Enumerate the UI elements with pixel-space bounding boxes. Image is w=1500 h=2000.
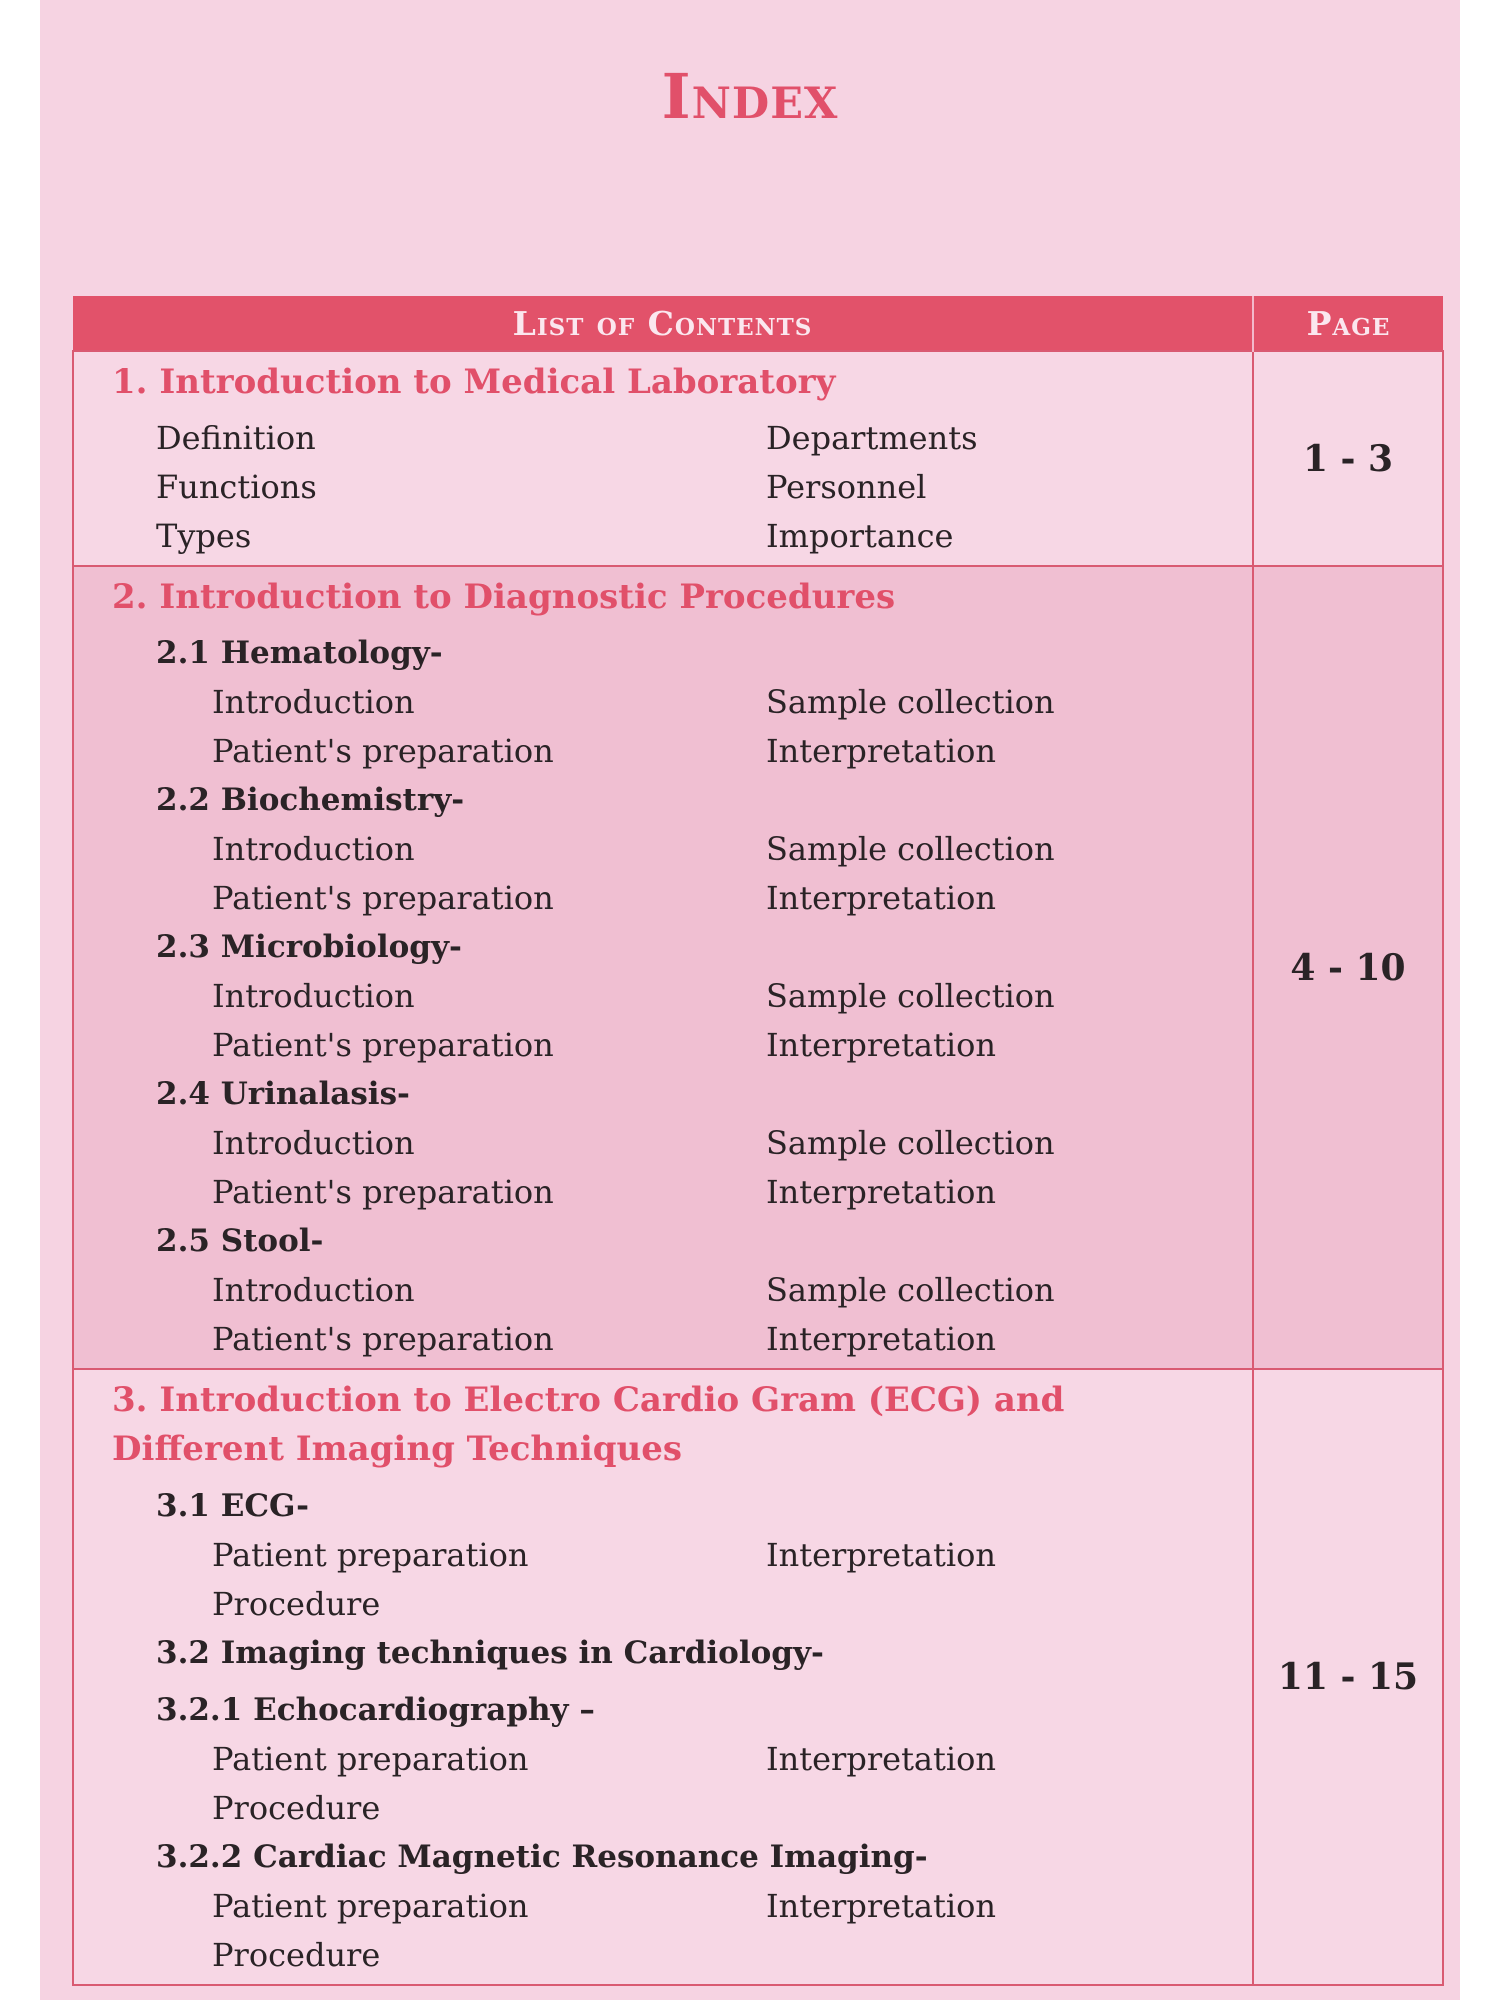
list-item: Types Importance: [156, 517, 954, 555]
list-item: Functions Personnel: [156, 468, 927, 506]
contents-table: [72, 296, 1444, 1986]
list-item: Definition Departments: [156, 419, 978, 457]
list-item: Patient's preparation Interpretation: [212, 879, 996, 917]
section-1-pages: 1 - 3: [1253, 351, 1443, 566]
list-item: Introduction Sample collection: [212, 1271, 1055, 1309]
list-item: Patient's preparation Interpretation: [212, 1173, 996, 1211]
page-title: Index: [661, 60, 839, 133]
subsection-title: 3.1 ECG-: [156, 1488, 309, 1524]
list-item: Procedure: [212, 1936, 381, 1974]
subsection-title: 3.2.2 Cardiac Magnetic Resonance Imaging-: [156, 1839, 928, 1875]
list-item: Introduction Sample collection: [212, 683, 1055, 721]
list-item: Patient's preparation Interpretation: [212, 1026, 996, 1064]
section-2-content: [73, 566, 1253, 1369]
list-item: Procedure: [212, 1789, 381, 1827]
list-item: Patient preparation Interpretation: [212, 1887, 996, 1925]
header-contents: List of Contents: [73, 296, 1253, 351]
book-page: [40, 0, 1460, 2000]
subsection-title: 2.4 Urinalasis-: [156, 1076, 410, 1112]
subsection-title: 2.5 Stool-: [156, 1223, 324, 1259]
table-header-row: [73, 296, 1443, 351]
section-title: 1. Introduction to Medical Laboratory: [112, 362, 836, 402]
subsection-title: 3.2 Imaging techniques in Cardiology-: [156, 1635, 824, 1671]
section-3-content: [73, 1369, 1253, 1985]
header-page: Page: [1253, 296, 1443, 351]
section-2-pages: 4 - 10: [1253, 566, 1443, 1369]
section-3-pages: 11 - 15: [1253, 1369, 1443, 1985]
list-item: Introduction Sample collection: [212, 830, 1055, 868]
subsection-title: 2.3 Microbiology-: [156, 929, 462, 965]
list-item: Patient's preparation Interpretation: [212, 732, 996, 770]
list-item: Patient's preparation Interpretation: [212, 1320, 996, 1358]
section-3-row: [73, 1369, 1443, 1985]
list-item: Introduction Sample collection: [212, 1124, 1055, 1162]
section-2-row: [73, 566, 1443, 1369]
section-1-content: [73, 351, 1253, 566]
section-title: 3. Introduction to Electro Cardio Gram (ECG) and Different Imaging Techniques: [112, 1380, 1065, 1469]
subsection-title: 2.2 Biochemistry-: [156, 782, 465, 818]
list-item: Patient preparation Interpretation: [212, 1536, 996, 1574]
list-item: Procedure: [212, 1585, 381, 1623]
subsection-title: 3.2.1 Echocardiography –: [156, 1692, 595, 1728]
list-item: Introduction Sample collection: [212, 977, 1055, 1015]
section-1-row: [73, 351, 1443, 566]
section-title: 2. Introduction to Diagnostic Procedures: [112, 577, 896, 617]
list-item: Patient preparation Interpretation: [212, 1740, 996, 1778]
subsection-title: 2.1 Hematology-: [156, 635, 443, 671]
